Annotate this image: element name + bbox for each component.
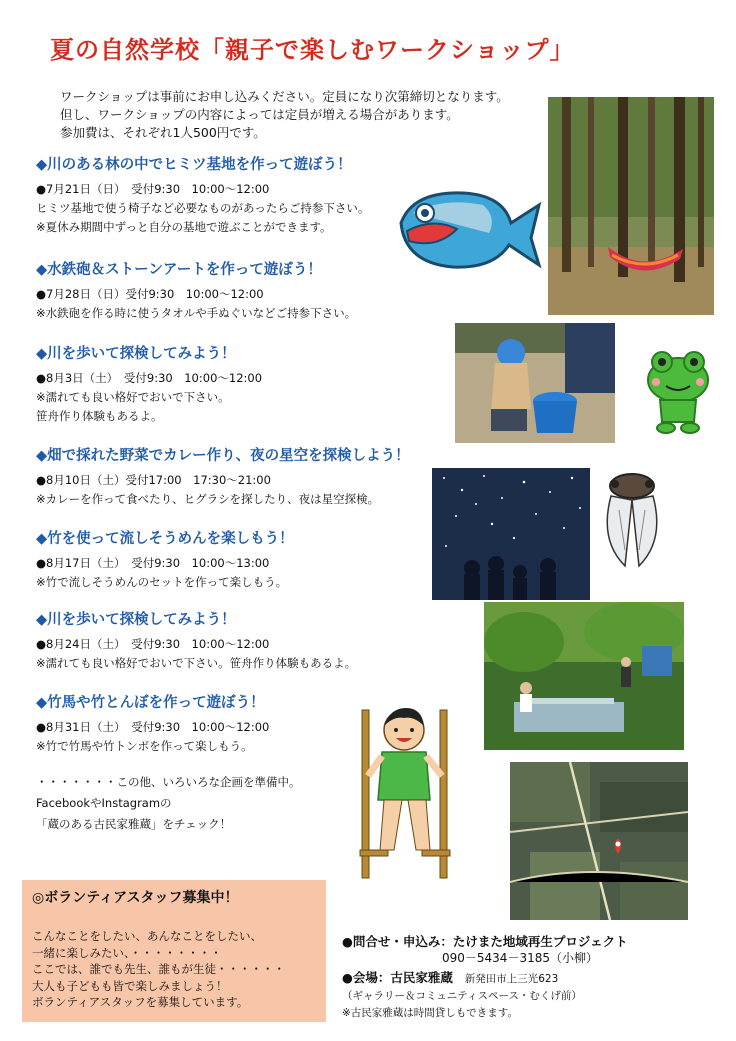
event-heading: ◆畑で採れた野菜でカレー作り、夜の星空を探検しよう！ [36,448,410,464]
event-7 [36,691,269,756]
fish-stone-art-illustration [393,183,543,273]
event-3 [36,342,262,426]
cicada-illustration [595,470,669,570]
volunteer-body [32,928,285,1011]
venue-address: 新発田市上三光623 [464,973,559,985]
intro-line: 参加費は、それぞれ1人500円です。 [60,125,266,140]
boy-on-stilts-illustration [350,700,460,882]
event-date: ●8月31日（土） 受付9:30 10:00～12:00 [36,720,270,734]
event-note: ※夏休み期間中ずっと自分の基地で遊ぶことができます。 [36,220,332,234]
event-heading: ◆竹を使って流しそうめんを楽しもう！ [36,531,294,547]
event-note: 笹舟作り体験もあるよ。 [36,409,163,423]
rental-note: ※古民家雅蔵は時間貸しもできます。 [342,1007,518,1019]
venue-note: （ギャラリー＆コミュニティスペース・むくげ前） [342,990,582,1002]
event-date: ●8月17日（土） 受付9:30 10:00～13:00 [36,556,270,570]
event-note: ※水鉄砲を作る時に使うタオルや手ぬぐいなどご持参下さい。 [36,306,357,320]
event-note: ※濡れても良い格好でおいで下さい。笹舟作り体験もあるよ。 [36,656,357,670]
volunteer-line: 大人も子どもも皆で楽しみましょう！ [32,978,228,993]
location-map [510,762,688,920]
page-title: 夏の自然学校「親子で楽しむワークショップ」 [50,36,575,64]
event-heading: ◆川を歩いて探検してみよう！ [36,612,236,628]
volunteer-line: ボランティアスタッフを募集しています。 [32,995,249,1009]
more-info-line: FacebookやInstagramの [36,796,172,810]
venue-line: ●会場：古民家雅蔵 [342,970,453,985]
more-info [36,772,301,835]
child-water-bucket-photo [455,323,615,443]
event-date: ●7月21日（日） 受付9:30 10:00～12:00 [36,182,270,196]
intro-text [60,88,509,142]
inquiry-line: ●問合せ・申込み：たけまた地域再生プロジェクト [342,934,628,949]
contact-info [342,933,628,1022]
volunteer-line: 一緒に楽しみたい、・・・・・・・・ [32,945,222,960]
event-1 [36,153,369,237]
intro-line: 但し、ワークショップの内容によっては定員が増える場合があります。 [60,107,459,122]
river-walk-photo [484,602,684,750]
event-heading: ◆水鉄砲＆ストーンアートを作って遊ぼう！ [36,262,322,278]
event-note: ※カレーを作って食べたり、ヒグラシを探したり、夜は星空探検。 [36,492,380,506]
event-note: ヒミツ基地で使う椅子など必要なものがあったらご持参下さい。 [36,201,370,215]
event-date: ●7月28日（日）受付9:30 10:00～12:00 [36,287,264,301]
event-6 [36,608,356,673]
volunteer-title: ◎ボランティアスタッフ募集中！ [32,890,239,906]
frog-illustration [638,348,718,438]
event-note: ※竹で流しそうめんのセットを作って楽しもう。 [36,575,288,589]
volunteer-line: ここでは、誰でも先生、誰もが生徒・・・・・・ [32,962,285,976]
night-sky-photo [432,468,590,600]
forest-hammock-photo [548,97,714,315]
event-heading: ◆川を歩いて探検してみよう！ [36,346,236,362]
more-info-line: 「蔵のある古民家雅蔵」をチェック！ [36,817,232,831]
event-date: ●8月3日（土） 受付9:30 10:00～12:00 [36,371,263,385]
event-5 [36,527,294,592]
event-note: ※竹で竹馬や竹トンボを作って楽しもう。 [36,739,253,753]
phone-number: 090－5434－3185（小柳） [442,951,598,965]
volunteer-box [22,880,326,1022]
event-4 [36,444,410,509]
intro-line: ワークショップは事前にお申し込みください。定員になり次第締切となります。 [60,89,509,104]
volunteer-line: こんなことをしたい、あんなことをしたい、 [32,929,262,943]
event-2 [36,258,356,323]
more-info-line: ・・・・・・・この他、いろいろな企画を準備中。 [36,775,301,789]
event-date: ●8月10日（土）受付17:00 17:30～21:00 [36,473,271,487]
event-heading: ◆竹馬や竹とんぼを作って遊ぼう！ [36,695,265,711]
event-heading: ◆川のある林の中でヒミツ基地を作って遊ぼう！ [36,157,352,173]
event-date: ●8月24日（土） 受付9:30 10:00～12:00 [36,637,270,651]
event-note: ※濡れても良い格好でおいで下さい。 [36,390,230,404]
